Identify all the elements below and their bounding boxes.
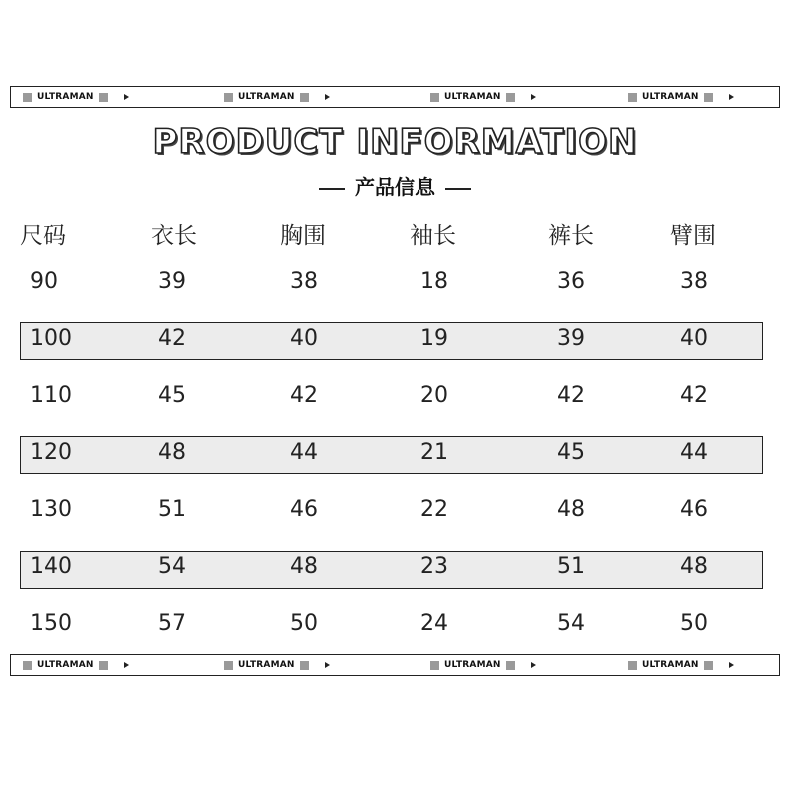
brand-label: ULTRAMAN [238, 660, 295, 670]
shaded-row-band [20, 322, 763, 360]
measurement-cell: 51 [557, 554, 585, 579]
measurement-cell: 50 [290, 611, 318, 636]
measurement-cell: 20 [420, 383, 448, 408]
measurement-cell: 38 [680, 269, 708, 294]
gray-square-icon [300, 661, 309, 670]
size-cell: 110 [30, 383, 72, 408]
measurement-cell: 19 [420, 326, 448, 351]
brand-label: ULTRAMAN [444, 92, 501, 102]
brand-group [23, 655, 129, 675]
measurement-cell: 50 [680, 611, 708, 636]
brand-label: ULTRAMAN [444, 660, 501, 670]
measurement-cell: 46 [680, 497, 708, 522]
measurement-cell: 42 [290, 383, 318, 408]
gray-square-icon [300, 93, 309, 102]
gray-square-icon [704, 93, 713, 102]
measurement-cell: 24 [420, 611, 448, 636]
measurement-cell: 45 [557, 440, 585, 465]
play-arrow-icon [124, 662, 129, 668]
subtitle-text: 产品信息 [355, 175, 435, 199]
gray-square-icon [628, 661, 637, 670]
brand-label: ULTRAMAN [642, 660, 699, 670]
brand-label: ULTRAMAN [238, 92, 295, 102]
size-cell: 120 [30, 440, 72, 465]
size-cell: 140 [30, 554, 72, 579]
play-arrow-icon [531, 662, 536, 668]
play-arrow-icon [124, 94, 129, 100]
measurement-cell: 48 [290, 554, 318, 579]
brand-group [628, 87, 734, 107]
measurement-cell: 54 [557, 611, 585, 636]
gray-square-icon [99, 93, 108, 102]
measurement-cell: 42 [557, 383, 585, 408]
measurement-cell: 39 [158, 269, 186, 294]
table-header-cell: 袖长 [410, 223, 456, 249]
table-header-cell: 裤长 [548, 223, 594, 249]
dash-right [445, 188, 471, 190]
brand-label: ULTRAMAN [37, 660, 94, 670]
measurement-cell: 39 [557, 326, 585, 351]
gray-square-icon [23, 93, 32, 102]
measurement-cell: 44 [290, 440, 318, 465]
gray-square-icon [430, 93, 439, 102]
measurement-cell: 18 [420, 269, 448, 294]
gray-square-icon [506, 661, 515, 670]
measurement-cell: 40 [680, 326, 708, 351]
play-arrow-icon [531, 94, 536, 100]
table-header-cell: 尺码 [20, 223, 66, 249]
brand-group [628, 655, 734, 675]
play-arrow-icon [729, 662, 734, 668]
measurement-cell: 48 [557, 497, 585, 522]
measurement-cell: 40 [290, 326, 318, 351]
table-header-cell: 衣长 [151, 223, 197, 249]
gray-square-icon [99, 661, 108, 670]
measurement-cell: 48 [158, 440, 186, 465]
measurement-cell: 38 [290, 269, 318, 294]
measurement-cell: 21 [420, 440, 448, 465]
brand-group [224, 87, 330, 107]
gray-square-icon [704, 661, 713, 670]
gray-square-icon [430, 661, 439, 670]
measurement-cell: 48 [680, 554, 708, 579]
gray-square-icon [224, 93, 233, 102]
size-cell: 90 [30, 269, 58, 294]
brand-group [23, 87, 129, 107]
measurement-cell: 51 [158, 497, 186, 522]
shaded-row-band [20, 436, 763, 474]
brand-group [430, 87, 536, 107]
page-subtitle [0, 171, 790, 200]
gray-square-icon [23, 661, 32, 670]
brand-label: ULTRAMAN [642, 92, 699, 102]
size-cell: 150 [30, 611, 72, 636]
brand-group [430, 655, 536, 675]
play-arrow-icon [325, 662, 330, 668]
size-cell: 100 [30, 326, 72, 351]
measurement-cell: 36 [557, 269, 585, 294]
bottom-brand-banner [10, 654, 780, 676]
brand-label: ULTRAMAN [37, 92, 94, 102]
measurement-cell: 54 [158, 554, 186, 579]
table-header-cell: 胸围 [280, 223, 326, 249]
shaded-row-band [20, 551, 763, 589]
gray-square-icon [628, 93, 637, 102]
measurement-cell: 44 [680, 440, 708, 465]
measurement-cell: 42 [680, 383, 708, 408]
gray-square-icon [224, 661, 233, 670]
measurement-cell: 45 [158, 383, 186, 408]
brand-group [224, 655, 330, 675]
size-cell: 130 [30, 497, 72, 522]
measurement-cell: 46 [290, 497, 318, 522]
measurement-cell: 22 [420, 497, 448, 522]
table-header-cell: 臂围 [670, 223, 716, 249]
top-brand-banner [10, 86, 780, 108]
play-arrow-icon [729, 94, 734, 100]
page-title: PRODUCT INFORMATION [152, 122, 638, 162]
measurement-cell: 23 [420, 554, 448, 579]
measurement-cell: 57 [158, 611, 186, 636]
dash-left [319, 188, 345, 190]
play-arrow-icon [325, 94, 330, 100]
gray-square-icon [506, 93, 515, 102]
measurement-cell: 42 [158, 326, 186, 351]
